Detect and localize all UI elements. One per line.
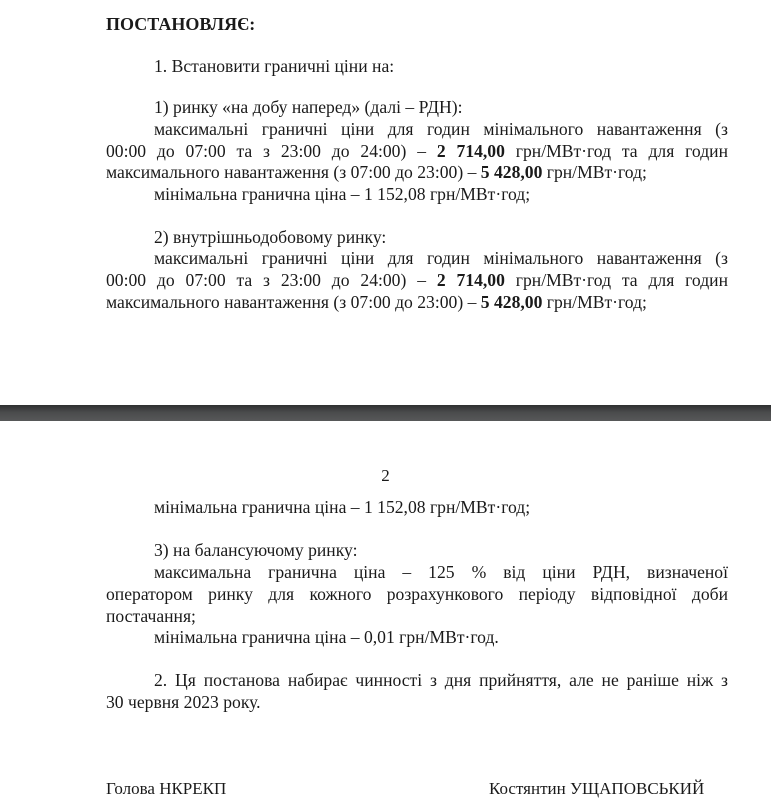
- document-page-2: [0, 421, 771, 808]
- rdn-line-1: максимальні граничні ціни для годин мінімального навантаження (з: [154, 119, 728, 139]
- intraday-line-3-pre: максимального навантаження (з 07:00 до 23:00) –: [106, 292, 481, 312]
- rdn-min-price-line: мінімальна гранична ціна – 1 152,08 грн/МВт·год;: [154, 184, 531, 204]
- intraday-min-load-price: 2 714,00: [436, 270, 505, 290]
- item-1-title: 1. Встановити граничні ціни на:: [154, 56, 395, 76]
- item-2-line-2: 30 червня 2023 року.: [106, 692, 261, 712]
- intraday-line-1: максимальні граничні ціни для годин мінімального навантаження (з: [154, 248, 728, 268]
- balancing-line-3: постачання;: [106, 606, 196, 626]
- rdn-min-load-price: 2 714,00: [436, 141, 505, 161]
- resolution-heading: ПОСТАНОВЛЯЄ:: [106, 14, 256, 34]
- intraday-line-2: [106, 270, 728, 291]
- page-break-bar: [0, 405, 771, 421]
- intraday-min-price-line: мінімальна гранична ціна – 1 152,08 грн/МВт·год;: [154, 497, 531, 517]
- intraday-line-2-pre: 00:00 до 07:00 та з 23:00 до 24:00) –: [106, 270, 437, 290]
- page-number: 2: [381, 466, 390, 485]
- rdn-line-2: [106, 141, 728, 162]
- rdn-line-3: [106, 162, 728, 183]
- intraday-line-3-post: грн/МВт·год;: [542, 292, 647, 312]
- signatory-name: Костянтин УЩАПОВСЬКИЙ: [489, 779, 705, 798]
- balancing-line-1: максимальна гранична ціна – 125 % від ціни РДН, визначеної: [154, 562, 728, 582]
- balancing-line-2: оператором ринку для кожного розрахункового періоду відповідної доби: [106, 584, 728, 604]
- rdn-line-2-post: грн/МВт·год та для годин: [504, 141, 728, 161]
- balancing-title: 3) на балансуючому ринку:: [154, 540, 358, 560]
- item-2-line-1: 2. Ця постанова набирає чинності з дня прийняття, але не раніше ніж з: [154, 670, 728, 690]
- balancing-min-price-line: мінімальна гранична ціна – 0,01 грн/МВт·год.: [154, 627, 499, 647]
- intraday-max-load-price: 5 428,00: [480, 292, 543, 312]
- rdn-title: 1) ринку «на добу наперед» (далі – РДН):: [154, 97, 463, 117]
- rdn-line-2-pre: 00:00 до 07:00 та з 23:00 до 24:00) –: [106, 141, 437, 161]
- intraday-line-2-post: грн/МВт·год та для годин: [504, 270, 728, 290]
- rdn-line-3-post: грн/МВт·год;: [542, 162, 647, 182]
- rdn-max-load-price: 5 428,00: [480, 162, 543, 182]
- rdn-line-3-pre: максимального навантаження (з 07:00 до 23:00) –: [106, 162, 481, 182]
- intraday-line-3: [106, 292, 728, 313]
- intraday-title: 2) внутрішньодобовому ринку:: [154, 227, 387, 247]
- signatory-position: Голова НКРЕКП: [106, 779, 227, 798]
